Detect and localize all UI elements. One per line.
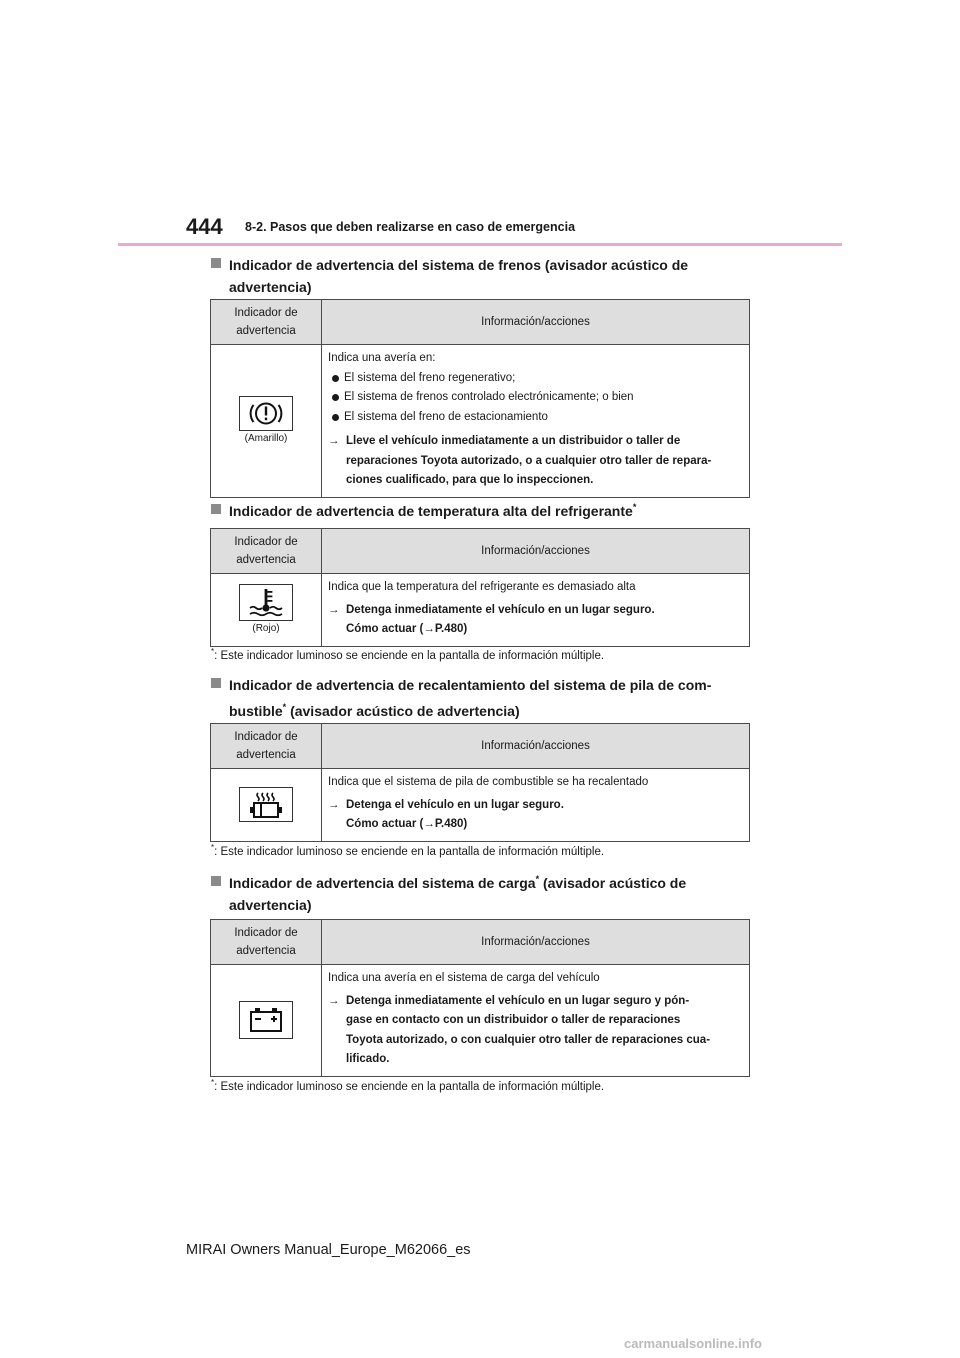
brake-warning-table xyxy=(210,299,750,498)
header-divider xyxy=(118,243,842,246)
section-title-fuel-cell: Indicador de advertencia de recalentamiento del sistema de pila de com- bustible* (avisador acústico de advertencia) xyxy=(211,672,751,724)
action-text: → Detenga inmediatamente el vehículo en un lugar seguro. Cómo actuar (→P.480) xyxy=(328,601,743,640)
header-info: Información/acciones xyxy=(322,920,750,965)
footnote: *: Este indicador luminoso se enciende en la pantalla de información múltiple. xyxy=(211,1078,605,1093)
info-cell xyxy=(322,574,750,647)
indicator-cell xyxy=(211,345,322,498)
info-intro: Indica una avería en: xyxy=(328,352,436,364)
section-title-coolant: Indicador de advertencia de temperatura alta del refrigerante* xyxy=(211,500,751,522)
arrow-icon: → xyxy=(328,603,340,616)
footnote: *: Este indicador luminoso se enciende en la pantalla de información múltiple. xyxy=(211,647,605,662)
section-bullet xyxy=(211,678,221,688)
color-label: (Amarillo) xyxy=(244,432,288,444)
header-indicator: Indicador de advertencia xyxy=(211,724,322,769)
action-text: → Detenga el vehículo en un lugar seguro. Cómo actuar (→P.480) xyxy=(328,796,743,835)
indicator-cell xyxy=(211,965,322,1077)
brake-warning-icon xyxy=(239,396,293,431)
info-intro: Indica una avería en el sistema de carga del vehículo xyxy=(328,972,600,984)
color-label: (Rojo) xyxy=(252,622,280,634)
list-item: El sistema de frenos controlado electrónicamente; o bien xyxy=(328,388,743,408)
section-bullet xyxy=(211,258,221,268)
section-title-brake: Indicador de advertencia del sistema de frenos (avisador acústico de advertencia) xyxy=(211,254,751,298)
charging-warning-table xyxy=(210,919,750,1077)
watermark: carmanualsonline.info xyxy=(624,1336,762,1351)
coolant-warning-table xyxy=(210,528,750,647)
bullet-list xyxy=(328,369,743,428)
arrow-icon: → xyxy=(328,435,340,447)
arrow-icon: → xyxy=(328,994,340,1007)
header-info: Información/acciones xyxy=(322,300,750,345)
fuel-cell-overheat-icon xyxy=(239,787,293,822)
indicator-cell xyxy=(211,769,322,842)
info-intro: Indica que la temperatura del refrigerante es demasiado alta xyxy=(328,581,636,593)
header-info: Información/acciones xyxy=(322,529,750,574)
chapter-title: 8-2. Pasos que deben realizarse en caso de emergencia xyxy=(245,220,576,234)
footnote: *: Este indicador luminoso se enciende en la pantalla de información múltiple. xyxy=(211,843,605,858)
section-bullet xyxy=(211,504,221,514)
header-indicator: Indicador de advertencia xyxy=(211,300,322,345)
fuel-cell-warning-table xyxy=(210,723,750,842)
coolant-temperature-icon xyxy=(239,584,293,621)
header-indicator: Indicador de advertencia xyxy=(211,920,322,965)
manual-name: MIRAI Owners Manual_Europe_M62066_es xyxy=(186,1242,471,1258)
arrow-icon: → xyxy=(328,798,340,811)
info-cell xyxy=(322,965,750,1077)
action-text: → Detenga inmediatamente el vehículo en un lugar seguro y pón- gase en contacto con un distribuidor o taller de reparaciones Toyota autorizado, o con cualquier otro taller de reparaciones cua- lificado. xyxy=(328,992,743,1070)
indicator-cell xyxy=(211,574,322,647)
battery-charging-icon xyxy=(239,1001,293,1039)
section-title-charging: Indicador de advertencia del sistema de carga* (avisador acústico de advertencia) xyxy=(211,872,751,916)
header-info: Información/acciones xyxy=(322,724,750,769)
info-cell xyxy=(322,345,750,498)
action-text: → Lleve el vehículo inmediatamente a un distribuidor o taller de reparaciones Toyota autorizado, o a cualquier otro taller de repara- ciones cualificado, para que lo inspeccionen. xyxy=(328,432,743,491)
page-number: 444 xyxy=(186,214,223,239)
header-indicator: Indicador de advertencia xyxy=(211,529,322,574)
list-item: El sistema del freno regenerativo; xyxy=(328,369,743,389)
section-bullet xyxy=(211,876,221,886)
info-intro: Indica que el sistema de pila de combustible se ha recalentado xyxy=(328,776,649,788)
info-cell xyxy=(322,769,750,842)
list-item: El sistema del freno de estacionamiento xyxy=(328,408,743,428)
